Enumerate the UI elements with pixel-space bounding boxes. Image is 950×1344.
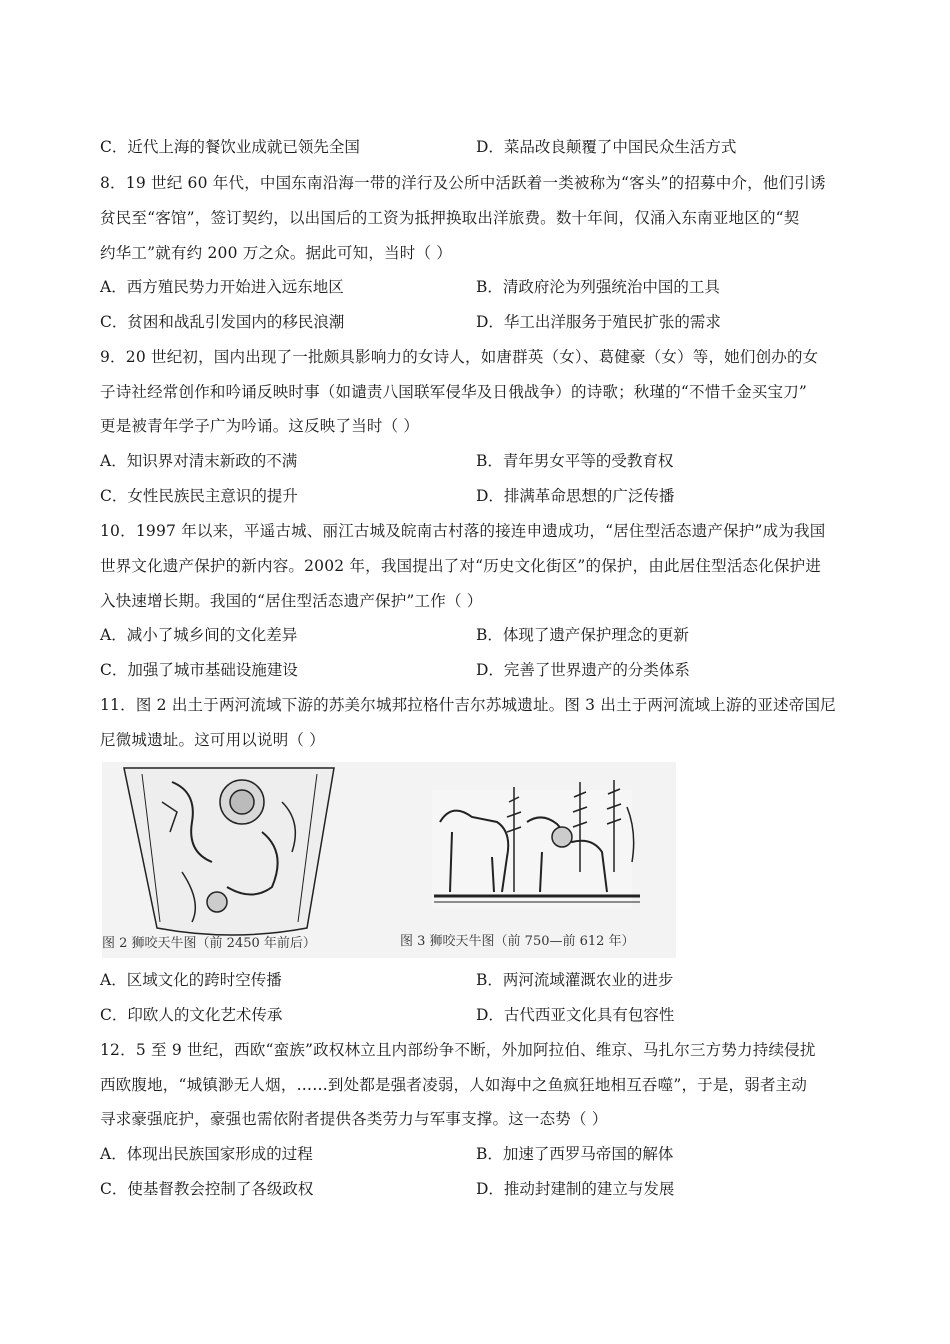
q11-option-a: A．区域文化的跨时空传播 [100,971,282,989]
q8-stem-line-2: 贫民至“客馆”，签订契约，以出国后的工资为抵押换取出洋旅费。数十年间，仅涌入东南亚地区的“契 [100,209,800,227]
figure-2-caption: 图 2 狮咬天牛图（前 2450 年前后） [102,936,316,951]
q10-option-b: B．体现了遗产保护理念的更新 [476,626,689,644]
q10-option-d: D．完善了世界遗产的分类体系 [476,661,690,679]
q9-option-a: A．知识界对清末新政的不满 [100,452,298,470]
relief-illustration [432,780,640,908]
q11-figure [102,762,676,958]
q9-stem-line-3: 更是被青年学子广为吟诵。这反映了当时（ ） [100,417,420,435]
q9-stem-line-1: 9．20 世纪初，国内出现了一批颇具影响力的女诗人，如唐群英（女）、葛健豪（女）等，她们创办的女 [100,348,819,366]
q11-option-c: C．印欧人的文化艺术传承 [100,1006,283,1024]
q12-option-b: B．加速了西罗马帝国的解体 [476,1145,674,1163]
q12-stem-line-1: 12．5 至 9 世纪，西欧“蛮族”政权林立且内部纷争不断，外加阿拉伯、维京、马扎尔三方势力持续侵扰 [100,1041,816,1059]
q8-stem-line-1: 8．19 世纪 60 年代，中国东南沿海一带的洋行及公所中活跃着一类被称为“客头”的招募中介，他们引诱 [100,174,826,192]
q9-stem-line-2: 子诗社经常创作和吟诵反映时事（如谴责八国联军侵华及日俄战争）的诗歌；秋瑾的“不惜千金买宝刀” [100,383,808,401]
figure-3-caption: 图 3 狮咬天牛图（前 750—前 612 年） [400,934,635,949]
vase-illustration [124,768,334,935]
q9-option-b: B．青年男女平等的受教育权 [476,452,674,470]
q12-option-d: D．推动封建制的建立与发展 [476,1180,675,1198]
q12-stem-line-3: 寻求豪强庇护，豪强也需依附者提供各类劳力与军事支撑。这一态势（ ） [100,1110,608,1128]
q9-option-c: C．女性民族民主意识的提升 [100,487,298,505]
q8-option-b: B．清政府沦为列强统治中国的工具 [476,278,720,296]
q12-option-a: A．体现出民族国家形成的过程 [100,1145,313,1163]
q7-option-d: D．菜品改良颠覆了中国民众生活方式 [476,138,737,156]
q9-option-d: D．排满革命思想的广泛传播 [476,487,675,505]
q12-stem-line-2: 西欧腹地，“城镇渺无人烟，……到处都是强者凌弱，人如海中之鱼疯狂地相互吞噬”，于是，弱者主动 [100,1076,808,1094]
q11-option-b: B．两河流域灌溉农业的进步 [476,971,674,989]
q12-option-c: C．使基督教会控制了各级政权 [100,1180,314,1198]
q10-stem-line-1: 10．1997 年以来，平遥古城、丽江古城及皖南古村落的接连申遗成功，“居住型活态遗产保护”成为我国 [100,522,826,540]
q10-stem-line-3: 入快速增长期。我国的“居住型活态遗产保护”工作（ ） [100,592,483,610]
q8-option-c: C．贫困和战乱引发国内的移民浪潮 [100,313,345,331]
q8-option-a: A．西方殖民势力开始进入远东地区 [100,278,344,296]
q11-stem-line-1: 11．图 2 出土于两河流域下游的苏美尔城邦拉格什吉尔苏城遗址。图 3 出土于两河流域上游的亚述帝国尼 [100,696,836,714]
q7-option-c: C．近代上海的餐饮业成就已领先全国 [100,138,360,156]
q10-option-c: C．加强了城市基础设施建设 [100,661,298,679]
q8-stem-line-3: 约华工”就有约 200 万之众。据此可知，当时（ ） [100,244,452,262]
q10-option-a: A．减小了城乡间的文化差异 [100,626,298,644]
q8-option-d: D．华工出洋服务于殖民扩张的需求 [476,313,721,331]
q10-stem-line-2: 世界文化遗产保护的新内容。2002 年，我国提出了对“历史文化街区”的保护，由此居住型活态化保护进 [100,557,822,575]
q11-option-d: D．古代西亚文化具有包容性 [476,1006,675,1024]
figure-illustrations [102,762,676,958]
q11-stem-line-2: 尼微城遗址。这可用以说明（ ） [100,731,325,749]
